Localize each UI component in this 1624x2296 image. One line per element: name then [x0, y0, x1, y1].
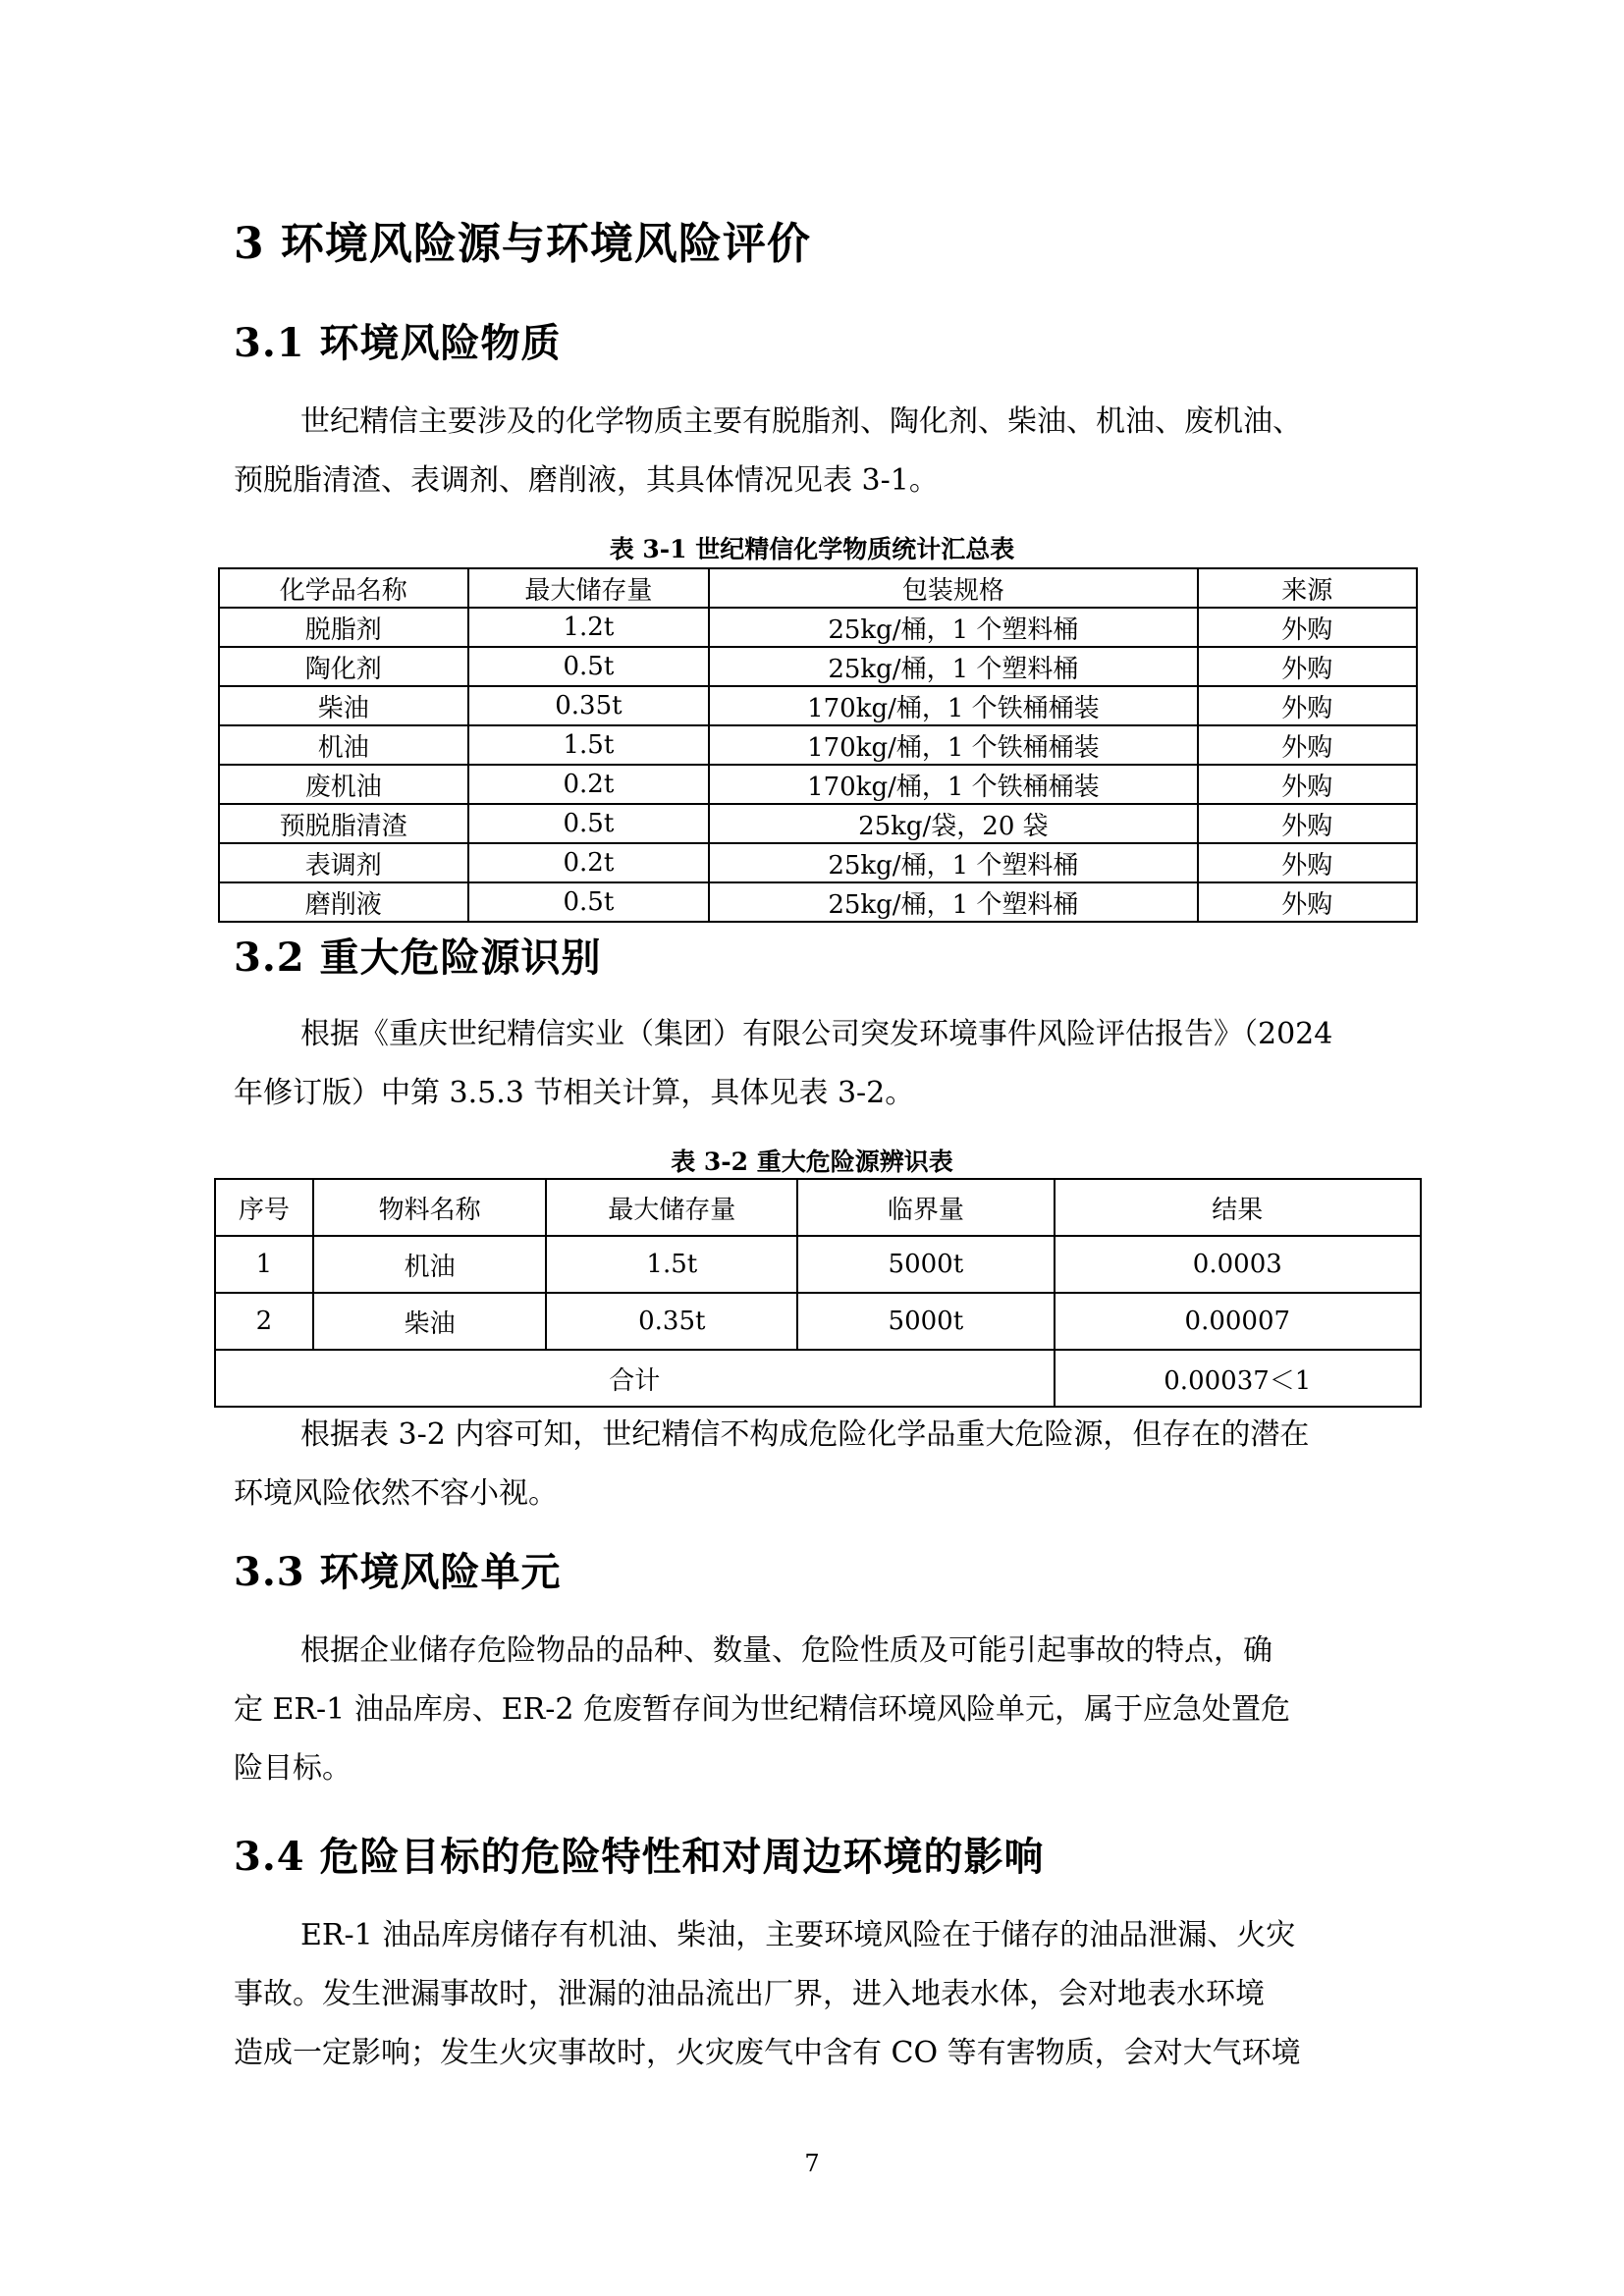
page-number: 7	[804, 2150, 820, 2177]
table-cell: 0.2t	[468, 843, 710, 882]
table-cell: 预脱脂清渣	[219, 804, 468, 843]
table-cell: 柴油	[219, 686, 468, 725]
table-cell: 5000t	[797, 1236, 1054, 1293]
paragraph-3-2-conclusion	[234, 1406, 1402, 1523]
table-cell: 陶化剂	[219, 647, 468, 686]
table-row	[219, 804, 1417, 843]
table-cell: 0.0003	[1055, 1236, 1421, 1293]
table-row	[219, 765, 1417, 804]
paragraph-line: 造成一定影响；发生火灾事故时，火灾废气中含有 CO 等有害物质，会对大气环境	[234, 2036, 1301, 2070]
table-header-cell: 临界量	[797, 1179, 1054, 1236]
section-heading-3-1: 3.1 环境风险物质	[234, 320, 562, 366]
table-cell: 脱脂剂	[219, 608, 468, 647]
table-cell: 外购	[1198, 882, 1417, 922]
paragraph-line: 年修订版）中第 3.5.3 节相关计算，具体见表 3-2。	[234, 1076, 915, 1110]
table-cell: 外购	[1198, 608, 1417, 647]
table-row	[215, 1236, 1421, 1293]
paragraph-3-3	[234, 1622, 1402, 1798]
paragraph-3-2	[234, 1005, 1402, 1123]
section-heading-3-4: 3.4 危险目标的危险特性和对周边环境的影响	[234, 1834, 1045, 1880]
table-cell: 170kg/桶，1 个铁桶桶装	[709, 765, 1197, 804]
table-header-row	[219, 568, 1417, 608]
section-heading-3: 3 环境风险源与环境风险评价	[234, 219, 811, 269]
table-cell: 2	[215, 1293, 313, 1350]
table-total-label: 合计	[215, 1350, 1055, 1407]
table-header-cell: 最大储存量	[468, 568, 710, 608]
table-cell: 机油	[313, 1236, 547, 1293]
table-header-cell: 最大储存量	[546, 1179, 797, 1236]
table-header-cell: 序号	[215, 1179, 313, 1236]
table-cell: 1.5t	[546, 1236, 797, 1293]
paragraph-line: 根据表 3-2 内容可知，世纪精信不构成危险化学品重大危险源，但存在的潜在	[300, 1417, 1310, 1452]
paragraph-3-1	[234, 393, 1402, 510]
table-cell: 外购	[1198, 686, 1417, 725]
table-cell: 25kg/袋，20 袋	[709, 804, 1197, 843]
table-cell: 外购	[1198, 765, 1417, 804]
table-cell: 废机油	[219, 765, 468, 804]
table-row	[215, 1293, 1421, 1350]
paragraph-line: 根据企业储存危险物品的品种、数量、危险性质及可能引起事故的特点，确	[300, 1633, 1272, 1668]
table-cell: 1.2t	[468, 608, 710, 647]
table-cell: 外购	[1198, 725, 1417, 765]
table-cell: 0.5t	[468, 882, 710, 922]
table-cell: 0.35t	[468, 686, 710, 725]
table-3-1-caption: 表 3-1 世纪精信化学物质统计汇总表	[609, 535, 1015, 563]
table-cell: 1	[215, 1236, 313, 1293]
paragraph-line: 预脱脂清渣、表调剂、磨削液，其具体情况见表 3-1。	[234, 463, 939, 498]
section-heading-3-2: 3.2 重大危险源识别	[234, 934, 602, 981]
table-cell: 机油	[219, 725, 468, 765]
table-header-cell: 化学品名称	[219, 568, 468, 608]
table-header-cell: 包装规格	[709, 568, 1197, 608]
paragraph-line: 定 ER-1 油品库房、ER-2 危废暂存间为世纪精信环境风险单元，属于应急处置危	[234, 1692, 1291, 1727]
table-cell: 0.5t	[468, 804, 710, 843]
table-cell: 25kg/桶，1 个塑料桶	[709, 647, 1197, 686]
table-cell: 0.35t	[546, 1293, 797, 1350]
table-cell: 外购	[1198, 647, 1417, 686]
table-cell: 25kg/桶，1 个塑料桶	[709, 608, 1197, 647]
table-3-2-caption: 表 3-2 重大危险源辨识表	[671, 1148, 953, 1176]
table-cell: 0.00007	[1055, 1293, 1421, 1350]
paragraph-line: ER-1 油品库房储存有机油、柴油，主要环境风险在于储存的油品泄漏、火灾	[300, 1918, 1296, 1952]
table-row	[219, 843, 1417, 882]
table-header-cell: 结果	[1055, 1179, 1421, 1236]
table-cell: 柴油	[313, 1293, 547, 1350]
table-cell: 25kg/桶，1 个塑料桶	[709, 882, 1197, 922]
table-cell: 25kg/桶，1 个塑料桶	[709, 843, 1197, 882]
table-row	[219, 725, 1417, 765]
table-cell: 170kg/桶，1 个铁桶桶装	[709, 725, 1197, 765]
table-3-2	[214, 1178, 1422, 1408]
table-cell: 1.5t	[468, 725, 710, 765]
table-cell: 0.5t	[468, 647, 710, 686]
paragraph-line: 险目标。	[234, 1751, 352, 1786]
paragraph-line: 环境风险依然不容小视。	[234, 1476, 558, 1511]
table-cell: 5000t	[797, 1293, 1054, 1350]
table-3-1	[218, 567, 1418, 923]
table-row	[219, 608, 1417, 647]
section-heading-3-3: 3.3 环境风险单元	[234, 1549, 562, 1595]
table-cell: 磨削液	[219, 882, 468, 922]
table-cell: 0.2t	[468, 765, 710, 804]
table-header-cell: 来源	[1198, 568, 1417, 608]
paragraph-line: 世纪精信主要涉及的化学物质主要有脱脂剂、陶化剂、柴油、机油、废机油、	[300, 404, 1302, 439]
table-header-cell: 物料名称	[313, 1179, 547, 1236]
table-total-row	[215, 1350, 1421, 1407]
table-cell: 170kg/桶，1 个铁桶桶装	[709, 686, 1197, 725]
paragraph-3-4	[234, 1906, 1402, 2083]
table-cell: 外购	[1198, 843, 1417, 882]
table-row	[219, 647, 1417, 686]
table-cell: 表调剂	[219, 843, 468, 882]
table-row	[219, 686, 1417, 725]
paragraph-line: 根据《重庆世纪精信实业（集团）有限公司突发环境事件风险评估报告》（2024	[300, 1017, 1333, 1051]
table-cell: 外购	[1198, 804, 1417, 843]
table-row	[219, 882, 1417, 922]
paragraph-line: 事故。发生泄漏事故时，泄漏的油品流出厂界，进入地表水体，会对地表水环境	[234, 1977, 1265, 2011]
table-total-value: 0.00037＜1	[1055, 1350, 1421, 1407]
table-header-row	[215, 1179, 1421, 1236]
